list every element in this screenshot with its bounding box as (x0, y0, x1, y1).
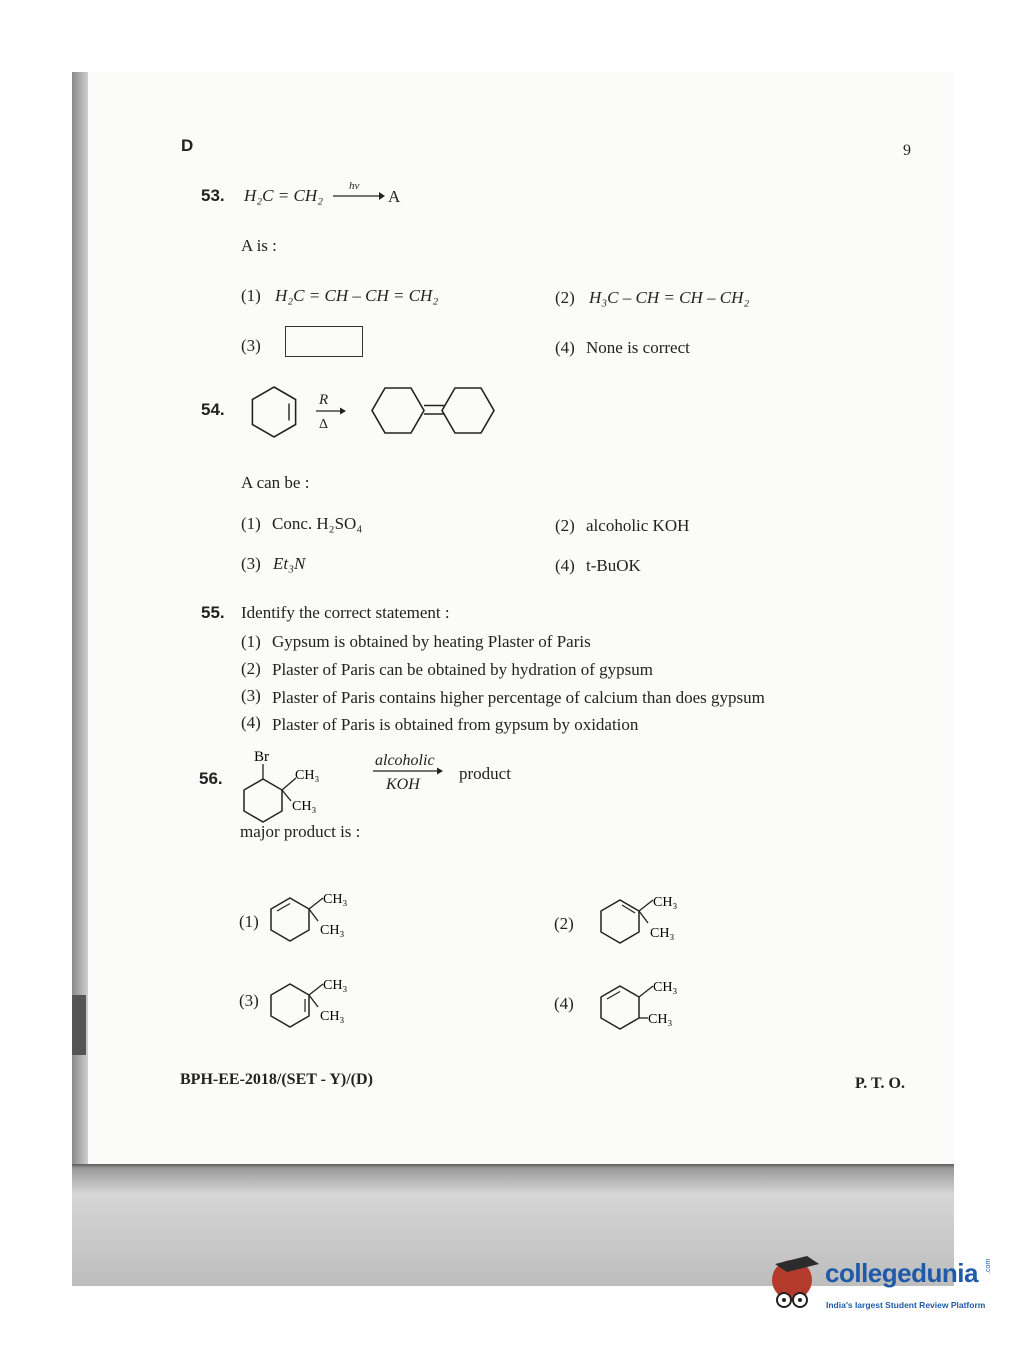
q54-option4-number: (4) (555, 556, 575, 575)
q54-reagent-r: R (319, 392, 329, 408)
q55-option2-number: (2) (241, 659, 261, 678)
q54-option1-text: Conc. H₂SO₄ (272, 514, 363, 533)
q56-option3-ch3-top: CH₃ (323, 978, 348, 993)
q56-option4-number: (4) (554, 994, 574, 1013)
q55-option1-number: (1) (241, 632, 261, 651)
page-number: 9 (903, 142, 911, 159)
q56-option4-ch3-bottom: CH₃ (648, 1012, 673, 1027)
q54-reaction-arrow (316, 406, 346, 416)
watermark-tld: .com (985, 1258, 992, 1274)
q55-prompt: Identify the correct statement : (241, 603, 450, 622)
q53-option2-number: (2) (555, 288, 575, 307)
q56-product-label: product (459, 764, 511, 783)
q54-number: 54. (201, 400, 225, 419)
q54-cyclohexene-structure (246, 384, 302, 440)
scan-edge-mark (72, 995, 86, 1055)
q55-option3-text: Plaster of Paris contains higher percentage of calcium than does gypsum (272, 688, 765, 707)
watermark-brand: collegedunia (825, 1258, 978, 1288)
q56-ch3-top-label: CH₃ (295, 768, 320, 783)
set-letter: D (181, 136, 194, 155)
q54-option2-number: (2) (555, 516, 575, 535)
q55-option4-text: Plaster of Paris is obtained from gypsum by oxidation (272, 715, 639, 734)
q54-option4-text: t-BuOK (586, 556, 641, 575)
q56-prompt: major product is : (240, 822, 361, 841)
q53-reactant: H₂C = CH₂ (244, 186, 324, 205)
q56-reactant-structure (238, 744, 338, 824)
q54-option3-number: (3) (241, 554, 261, 573)
collegedunia-watermark (765, 1250, 1005, 1320)
q53-reaction-arrow (333, 190, 385, 202)
q56-option1-structure (268, 886, 368, 946)
q54-option1-number: (1) (241, 514, 261, 533)
q53-option1-text: H₂C = CH – CH = CH₂ (275, 286, 439, 305)
q53-condition: hv (349, 180, 360, 192)
watermark-tagline: India's largest Student Review Platform (826, 1300, 986, 1310)
q54-option3-text: Et₃N (273, 554, 306, 573)
q53-option4-text: None is correct (586, 338, 690, 357)
paper-code: BPH-EE-2018/(SET - Y)/(D) (180, 1071, 373, 1088)
mascot-logo-icon (765, 1250, 825, 1320)
q54-bicyclohexylidene-structure (370, 384, 496, 436)
scan-edge-shadow (72, 72, 88, 1286)
q54-reagent-heat: Δ (319, 417, 329, 432)
q55-option2-text: Plaster of Paris can be obtained by hydration of gypsum (272, 660, 654, 679)
q56-option1-ch3-bottom: CH₃ (320, 923, 345, 938)
q53-product: A (388, 187, 401, 206)
q56-option1-ch3-top: CH₃ (323, 892, 348, 907)
q53-number: 53. (201, 186, 225, 205)
q55-option4-number: (4) (241, 713, 261, 732)
q56-br-label: Br (254, 749, 269, 765)
q56-reaction-arrow (373, 766, 443, 776)
q53-option3-cyclobutane-square (285, 326, 363, 357)
q55-option1-text: Gypsum is obtained by heating Plaster of Paris (272, 632, 591, 651)
q56-option3-structure (268, 972, 368, 1032)
q56-option2-structure (598, 888, 698, 948)
q56-option3-ch3-bottom: CH₃ (320, 1009, 345, 1024)
q56-ch3-bottom-label: CH₃ (292, 799, 317, 814)
q56-option2-ch3-top: CH₃ (653, 895, 678, 910)
q56-number: 56. (199, 769, 223, 788)
q53-option4-number: (4) (555, 338, 575, 357)
q56-option4-ch3-top: CH₃ (653, 980, 678, 995)
q54-option2-text: alcoholic KOH (586, 516, 690, 535)
q56-reagent-top: alcoholic (375, 752, 435, 769)
q53-prompt: A is : (241, 236, 277, 255)
q53-option1-number: (1) (241, 286, 261, 305)
q53-option2-text: H₃C – CH = CH – CH₂ (589, 288, 750, 307)
q56-option1-number: (1) (239, 912, 259, 931)
q56-option2-ch3-bottom: CH₃ (650, 926, 675, 941)
q55-number: 55. (201, 603, 225, 622)
q56-option2-number: (2) (554, 914, 574, 933)
q54-prompt: A can be : (241, 473, 310, 492)
pto-label: P. T. O. (855, 1075, 905, 1092)
q56-reagent-bottom: KOH (386, 776, 420, 793)
q53-option3-number: (3) (241, 336, 261, 355)
q56-option3-number: (3) (239, 991, 259, 1010)
q55-option3-number: (3) (241, 686, 261, 705)
q56-option4-structure (598, 974, 698, 1034)
